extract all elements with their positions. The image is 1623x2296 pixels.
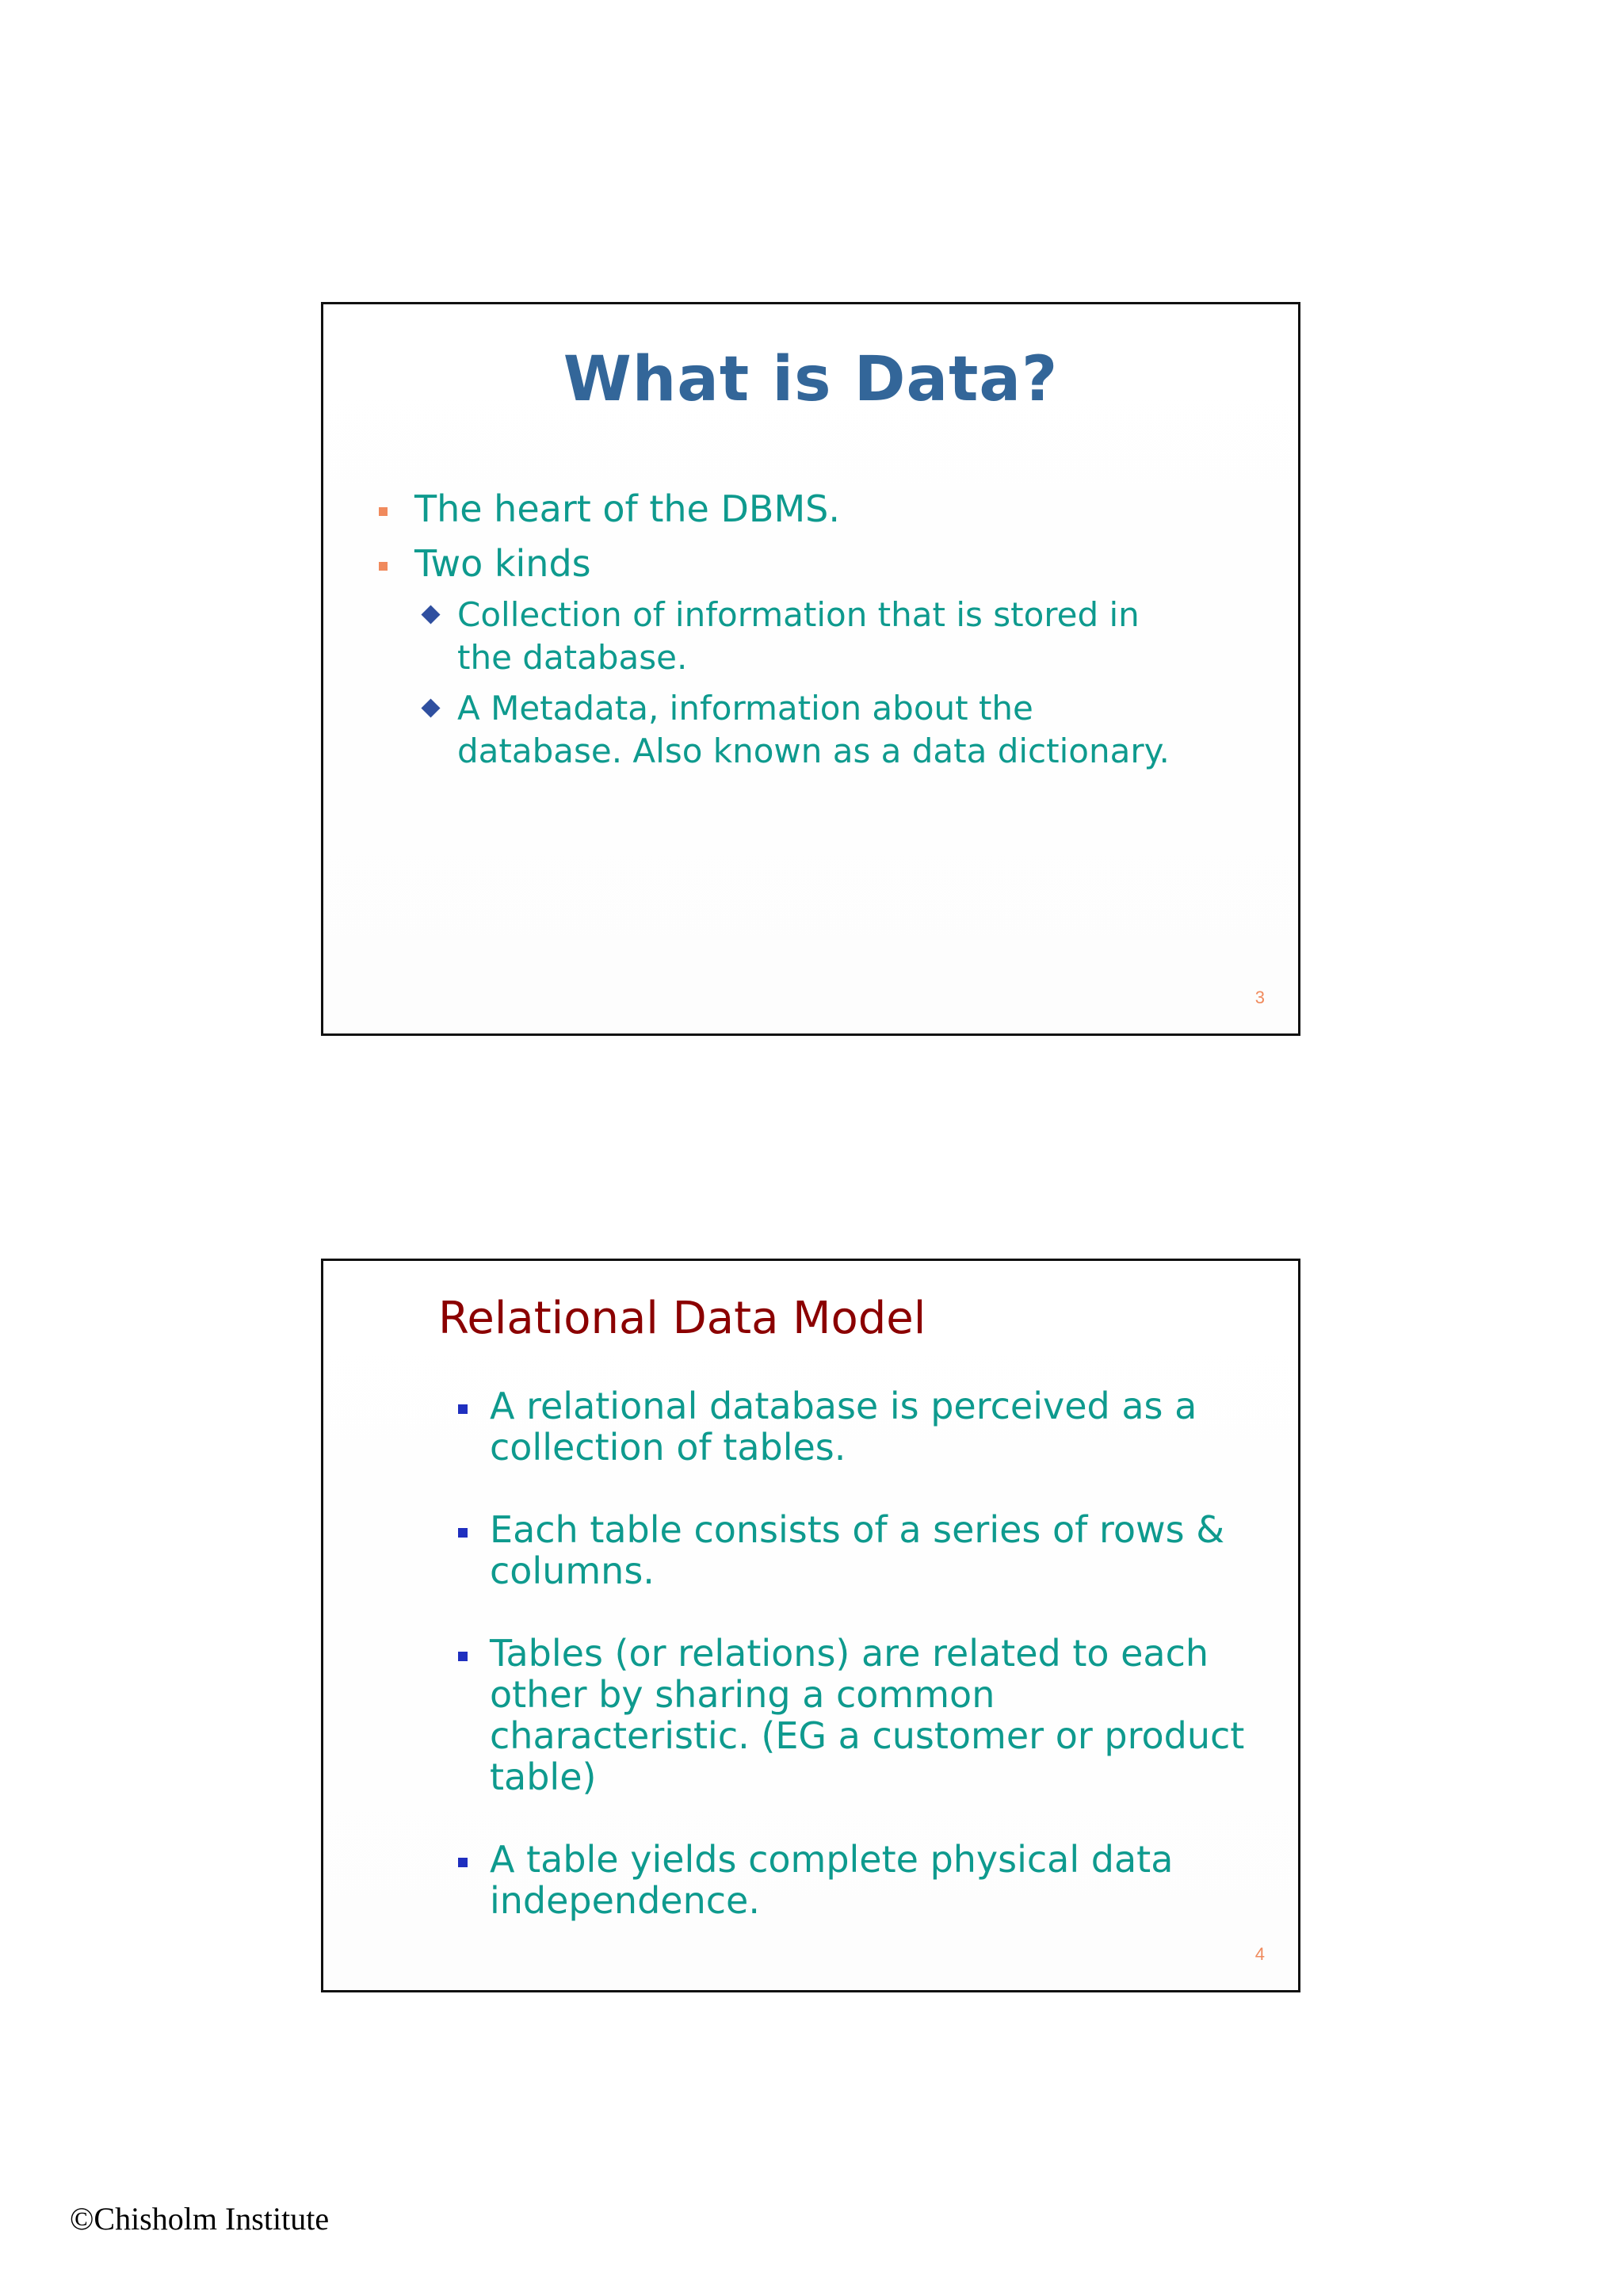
slide-4 <box>321 1259 1300 1992</box>
sub-bullet-text: A Metadata, information about the database. Also known as a data dictionary. <box>457 689 1170 770</box>
slide-number: 4 <box>1254 1944 1265 1964</box>
list-item <box>450 1839 1251 1921</box>
bullet-text: A relational database is perceived as a collection of tables. <box>490 1385 1197 1469</box>
list-item <box>371 488 1258 529</box>
bullet-text: Tables (or relations) are related to each other by sharing a common characteristic. (EG a customer or product table) <box>490 1632 1245 1798</box>
diamond-bullet-icon <box>421 605 440 624</box>
bullet-text: The heart of the DBMS. <box>414 487 840 530</box>
slide-3 <box>321 302 1300 1036</box>
bullet-list <box>450 1385 1251 1921</box>
square-bullet-icon <box>379 562 388 571</box>
bullet-text: A table yields complete physical data independence. <box>490 1838 1174 1922</box>
list-item <box>450 1633 1251 1797</box>
list-item <box>450 1385 1251 1468</box>
list-item <box>371 687 1202 773</box>
slide-title: What is Data? <box>563 344 1059 415</box>
square-bullet-icon <box>458 1404 468 1414</box>
bullet-text: Each table consists of a series of rows & columns. <box>490 1508 1225 1592</box>
square-bullet-icon <box>458 1528 468 1538</box>
square-bullet-icon <box>379 507 388 516</box>
slide-title: Relational Data Model <box>438 1293 926 1344</box>
square-bullet-icon <box>458 1652 468 1661</box>
square-bullet-icon <box>458 1858 468 1867</box>
list-item <box>371 543 1258 584</box>
slide-number: 3 <box>1254 988 1265 1007</box>
sub-bullet-text: Collection of information that is stored in the database. <box>457 595 1140 677</box>
list-item <box>371 594 1186 679</box>
diamond-bullet-icon <box>421 698 440 717</box>
bullet-text: Two kinds <box>414 542 591 585</box>
list-item <box>450 1509 1251 1591</box>
footer-copyright: ©Chisholm Institute <box>70 2201 330 2237</box>
bullet-list <box>371 488 1258 773</box>
